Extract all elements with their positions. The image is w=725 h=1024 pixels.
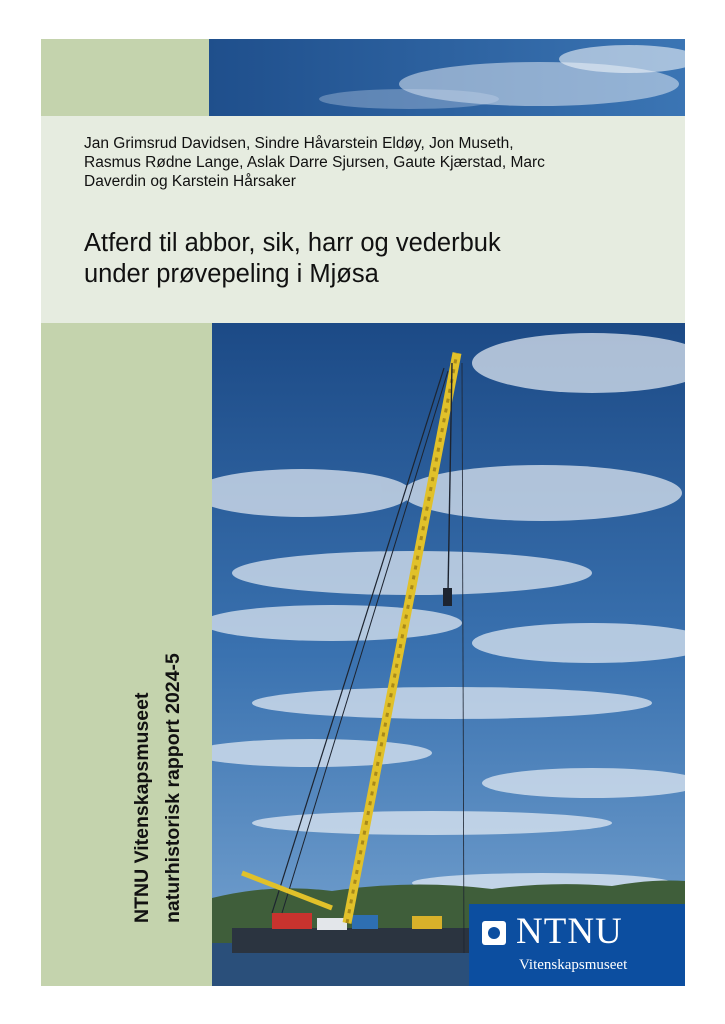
cover-photo-crane	[212, 323, 685, 986]
authors: Jan Grimsrud Davidsen, Sindre Håvarstein Eldøy, Jon Museth, Rasmus Rødne Lange, Aslak Darre Sjursen, Gaute Kjærstad, Marc Daverdin og Karstein Hårsaker	[84, 135, 545, 190]
ntnu-mark-icon	[482, 921, 506, 945]
logo-subtitle: Vitenskapsmuseet	[519, 957, 628, 973]
ntnu-logo	[469, 904, 685, 986]
report-title: Atferd til abbor, sik, harr og vederbuk under prøvepeling i Mjøsa	[84, 229, 501, 288]
barge	[232, 928, 477, 953]
title-band	[41, 116, 685, 323]
hook	[443, 588, 452, 606]
series-title: NTNU Vitenskapsmuseet naturhistorisk rapport 2024-5	[131, 653, 184, 923]
logo-name: NTNU	[516, 911, 623, 952]
report-cover	[41, 39, 685, 986]
sky-photo-strip	[209, 39, 685, 116]
spine-panel	[41, 323, 212, 986]
